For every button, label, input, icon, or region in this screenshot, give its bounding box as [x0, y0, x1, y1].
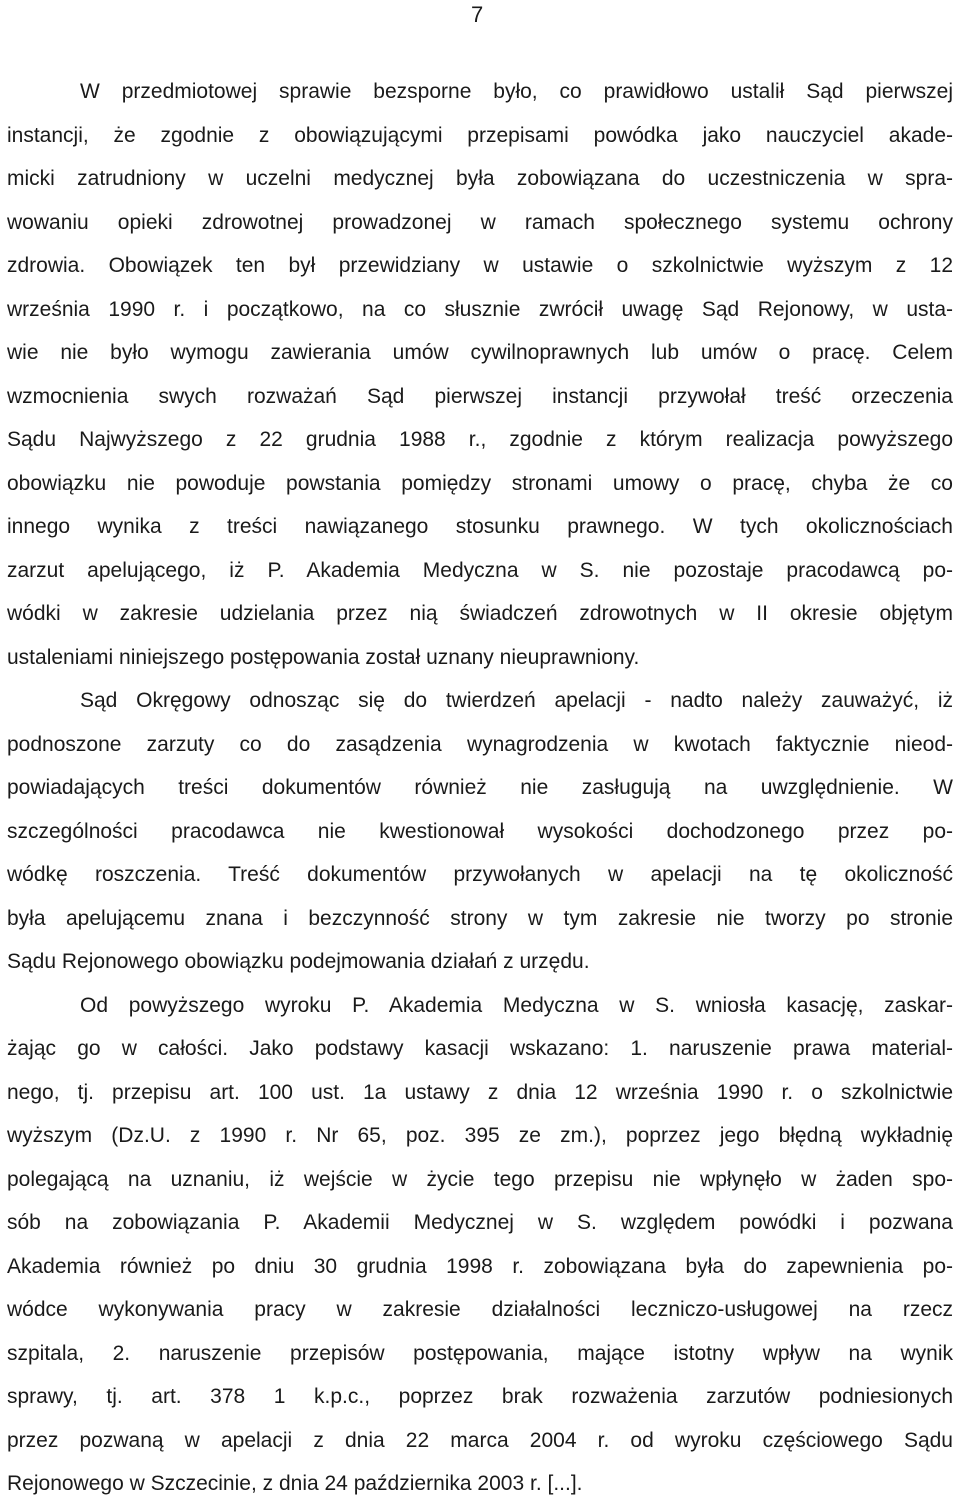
text-line: polegającą na uznaniu, iż wejście w życie tego przepisu nie wpłynęło w żaden spo-: [7, 1167, 953, 1191]
text-line: powiadających treści dokumentów również nie zasługują na uwzględnienie. W: [7, 776, 953, 799]
text-line: wyższym (Dz.U. z 1990 r. Nr 65, poz. 395 ze zm.), poprzez jego błędną wykładnię: [7, 1124, 953, 1147]
text-line: szczególności pracodawca nie kwestionował wysokości dochodzonego przez po-: [7, 819, 953, 843]
text-line: wódki w zakresie udzielania przez nią świadczeń zdrowotnych w II okresie objętym: [7, 602, 953, 625]
text-line: wzmocnienia swych rozważań Sąd pierwszej instancji przywołał treść orzeczenia: [7, 384, 953, 408]
text-line: wódce wykonywania pracy w zakresie działalności leczniczo-usługowej na rzecz: [7, 1298, 953, 1321]
text-line: micki zatrudniony w uczelni medycznej była zobowiązana do uczestniczenia w spra-: [7, 167, 953, 190]
text-line: sób na zobowiązania P. Akademii Medycznej w S. względem powódki i pozwana: [7, 1211, 953, 1234]
text-line: zdrowia. Obowiązek ten był przewidziany w ustawie o szkolnictwie wyższym z 12: [7, 254, 953, 277]
text-line: ustaleniami niniejszego postępowania został uznany nieuprawniony.: [7, 645, 640, 669]
text-line: Sądu Rejonowego obowiązku podejmowania działań z urzędu.: [7, 950, 590, 973]
text-line: obowiązku nie powoduje powstania pomiędzy stronami umowy o pracę, chyba że co: [7, 471, 953, 495]
text-line: Od powyższego wyroku P. Akademia Medyczna w S. wniosła kasację, zaskar-: [80, 993, 953, 1017]
text-line: Sądu Najwyższego z 22 grudnia 1988 r., zgodnie z którym realizacja powyższego: [7, 428, 953, 451]
page-number: 7: [471, 2, 484, 27]
text-line: przez pozwaną w apelacji z dnia 22 marca 2004 r. od wyroku częściowego Sądu: [7, 1428, 953, 1452]
text-line: Rejonowego w Szczecinie, z dnia 24 października 2003 r. [...].: [7, 1472, 583, 1495]
text-line: Akademia również po dniu 30 grudnia 1998 r. zobowiązana była do zapewnienia po-: [7, 1254, 953, 1278]
text-line: Sąd Okręgowy odnosząc się do twierdzeń apelacji - nadto należy zauważyć, iż: [80, 689, 953, 712]
text-line: szpitala, 2. naruszenie przepisów postępowania, mające istotny wpływ na wynik: [7, 1341, 953, 1365]
text-line: września 1990 r. i początkowo, na co słusznie zwrócił uwagę Sąd Rejonowy, w usta-: [7, 297, 953, 321]
text-line: nego, tj. przepisu art. 100 ust. 1a ustawy z dnia 12 września 1990 r. o szkolnictwie: [7, 1080, 953, 1104]
text-line: była apelującemu znana i bezczynność strony w tym zakresie nie tworzy po stronie: [7, 906, 953, 930]
text-line: żając go w całości. Jako podstawy kasacji wskazano: 1. naruszenie prawa material-: [7, 1037, 953, 1060]
text-line: wowaniu opieki zdrowotnej prowadzonej w ramach społecznego systemu ochrony: [7, 210, 953, 234]
document-body: [7, 70, 953, 1506]
text-line: wódkę roszczenia. Treść dokumentów przywołanych w apelacji na tę okoliczność: [7, 863, 953, 886]
text-line: sprawy, tj. art. 378 1 k.p.c., poprzez brak rozważenia zarzutów podniesionych: [7, 1385, 953, 1408]
text-line: podnoszone zarzuty co do zasądzenia wynagrodzenia w kwotach faktycznie nieod-: [7, 732, 953, 756]
text-line: instancji, że zgodnie z obowiązującymi przepisami powódka jako nauczyciel akade-: [7, 123, 953, 147]
text-line: W przedmiotowej sprawie bezsporne było, co prawidłowo ustalił Sąd pierwszej: [80, 80, 953, 103]
text-line: zarzut apelującego, iż P. Akademia Medyczna w S. nie pozostaje pracodawcą po-: [7, 558, 953, 582]
text-line: wie nie było wymogu zawierania umów cywilnoprawnych lub umów o pracę. Celem: [7, 341, 953, 364]
text-line: innego wynika z treści nawiązanego stosunku prawnego. W tych okolicznościach: [7, 515, 953, 538]
